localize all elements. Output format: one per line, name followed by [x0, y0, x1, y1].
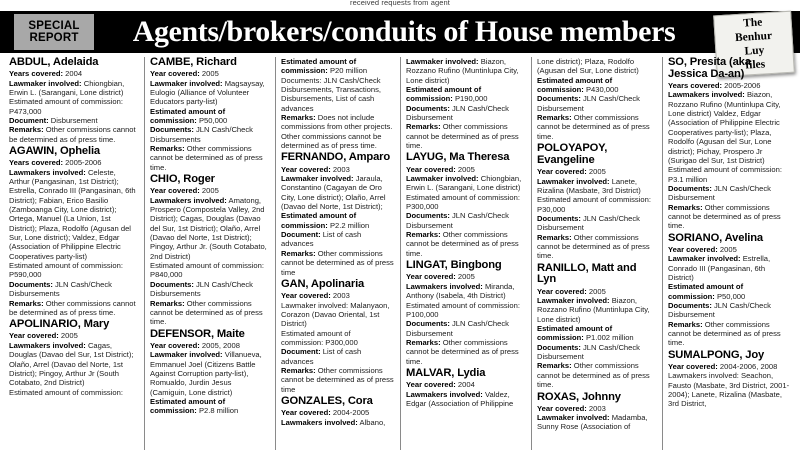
- agent-entry: [150, 174, 269, 326]
- field-label: Remarks:: [281, 365, 316, 375]
- agent-entry: [406, 260, 525, 366]
- entry-field: [150, 79, 269, 107]
- agent-name: ROXAS, Johnny: [537, 390, 621, 403]
- entry-field: [537, 113, 656, 141]
- entry-field: [406, 122, 525, 150]
- field-label: Remarks:: [668, 319, 703, 329]
- special-report-line2: REPORT: [29, 32, 79, 44]
- field-value: Jaraula, Constantino (Cagayan de Oro City, Lone district); Olaño, Arrel (Davao del Norte, 1st District);: [281, 174, 386, 212]
- entry-field: [9, 331, 138, 340]
- field-value: Estimated amount of commission: P30,000: [537, 195, 651, 214]
- field-value: P2.8 million: [196, 406, 239, 416]
- field-label: Lawmaker involved:: [406, 57, 479, 66]
- entry-field: [281, 329, 394, 348]
- entry-field: [150, 299, 269, 327]
- entry-field: [281, 211, 394, 230]
- entry-field: [150, 186, 269, 195]
- field-label: Remarks:: [668, 202, 703, 212]
- entry-field: [668, 245, 791, 254]
- field-value: 2005: [586, 286, 606, 296]
- field-label: Documents:: [9, 279, 53, 289]
- field-value: P50,000: [714, 291, 746, 301]
- entry-field: [150, 280, 269, 299]
- agent-entry: [9, 57, 138, 144]
- field-label: Year covered:: [406, 272, 456, 282]
- entry-field: [150, 125, 269, 144]
- logo-line-the: The: [742, 16, 763, 30]
- special-report-badge: [14, 14, 94, 50]
- field-value: Other commissions cannot be determined as of press time.: [9, 125, 136, 144]
- article-columns: [4, 57, 797, 450]
- agent-entry: [281, 396, 394, 427]
- agent-name: GAN, Apolinaria: [281, 277, 365, 290]
- field-value: 2005: [717, 244, 737, 254]
- entry-field: [9, 69, 138, 78]
- entry-field: [281, 418, 394, 427]
- entry-field: [406, 380, 525, 389]
- field-label: Remarks:: [406, 230, 441, 240]
- entry-field: [406, 390, 525, 409]
- field-value: Estimated amount of commission: P473,000: [9, 97, 123, 116]
- field-label: Lawmakers involved:: [406, 389, 483, 399]
- agent-name: SUMALPONG, Joy: [668, 348, 765, 361]
- entry-field: [281, 301, 394, 329]
- field-label: Remarks:: [537, 232, 572, 242]
- entry-field: [537, 76, 656, 95]
- agent-name: SO, Presita (aka Jessica Da-an): [668, 57, 751, 80]
- field-label: Year covered:: [668, 361, 718, 371]
- entry-field: [537, 167, 656, 176]
- field-value: Lawmaker involved: Malanyaon, Corazon (Davao Oriental, 1st District): [281, 300, 390, 329]
- field-value: 2004: [455, 380, 475, 390]
- field-value: 2005: [58, 331, 78, 341]
- logo-line-benhur: Benhur: [734, 29, 773, 45]
- entry-field: [537, 296, 656, 324]
- field-value: Biazon, Rozzano Rufino (Muntinlupa City, Lone district) Valdez, Edgar (Association of Philippine Electric Cooperatives party-list); Plaza, Rodolfo (Agusan del Sur, Lone district); Pichay, Prospero Jr (Surigao del Sur, 1st District): [668, 90, 781, 165]
- entry-field: [537, 94, 656, 113]
- entry-field: [281, 347, 394, 366]
- entry-field: [150, 341, 269, 350]
- field-value: P190,000: [452, 94, 488, 104]
- field-value: Estimated amount of commission: P300,000: [406, 192, 520, 212]
- agent-entry: [281, 152, 394, 276]
- field-value: Chiongbian, Erwin L. (Sarangani, Lone district): [9, 78, 125, 97]
- field-value: 2005: [199, 186, 219, 196]
- field-label: Remarks:: [150, 298, 185, 308]
- entry-field: [668, 362, 791, 371]
- agent-entry: [150, 329, 269, 416]
- field-value: Disbursement: [48, 116, 98, 126]
- field-label: Lawmakers involved:: [668, 90, 745, 100]
- field-label: Year covered:: [9, 331, 59, 341]
- field-label: Estimated amount of commission:: [406, 85, 482, 104]
- entry-field: [668, 90, 791, 165]
- field-value: Madamba, Sunny Rose (Association of: [537, 413, 648, 432]
- field-value: JLN Cash/Check Disbursement: [537, 213, 640, 233]
- field-value: 2005: [199, 69, 219, 79]
- agent-name: MALVAR, Lydia: [406, 366, 486, 379]
- field-value: P1.002 million: [583, 333, 634, 343]
- entry-field: [150, 196, 269, 261]
- field-label: Remarks:: [9, 298, 44, 308]
- entry-field: [9, 280, 138, 299]
- entry-field: [281, 230, 394, 249]
- entry-field: [668, 371, 791, 408]
- article-column-2: [144, 57, 275, 450]
- entry-field: [150, 350, 269, 397]
- field-label: Lawmakers involved:: [9, 340, 86, 350]
- field-value: Celeste, Arthur (Pangasinan, 1st District); Estrella, Conrado III (Pangasinan, 6th District); Fabian, Erico Basilio (Zamboanga City, Lone district); Ortega, Manuel (La Union, 1st District); Plaza, Rodolfo (Agusan del Sur, Lone district); Valdez, Edgar (Association of Philippine Electric Cooperatives party-list): [9, 167, 136, 261]
- field-label: Lawmakers involved:: [281, 417, 358, 427]
- field-label: Lawmakers involved:: [150, 195, 227, 205]
- agent-entry: [537, 392, 656, 432]
- entry-field: [406, 319, 525, 338]
- entry-field: [406, 272, 525, 281]
- field-value: P20 million: [327, 66, 368, 76]
- field-value: Magsaysay, Eulogio (Alliance of Volunteer Educators party-list): [150, 78, 265, 107]
- entry-field: [406, 338, 525, 366]
- field-label: Remarks:: [406, 122, 441, 132]
- field-value: Other commissions cannot be determined as of press time.: [537, 113, 650, 141]
- field-value: List of cash advances: [281, 347, 362, 366]
- agent-entry: [9, 319, 138, 397]
- field-label: Year covered:: [150, 186, 200, 196]
- entry-field: [150, 144, 269, 172]
- entry-field: [281, 366, 394, 394]
- field-label: Years covered:: [9, 158, 64, 168]
- entry-field: [537, 404, 656, 413]
- field-label: Lawmaker involved:: [281, 174, 354, 184]
- agent-name: FERNANDO, Amparo: [281, 151, 391, 164]
- entry-field: [9, 158, 138, 167]
- field-value: Biazon, Rozzano Rufino (Muntinlupa City, Lone district): [406, 57, 519, 85]
- entry-field: [537, 233, 656, 261]
- logo-line-luy: Luy: [744, 44, 765, 58]
- field-label: Year covered:: [668, 244, 718, 254]
- agent-entry: [9, 146, 138, 317]
- field-value: Other commissions cannot be determined as of press time: [281, 365, 394, 394]
- entry-field: [150, 261, 269, 280]
- field-label: Documents:: [537, 94, 581, 104]
- field-label: Lawmakers involved:: [406, 281, 483, 291]
- field-label: Lawmaker involved:: [150, 78, 223, 88]
- field-value: 2004-2006, 2008: [717, 361, 778, 371]
- field-value: JLN Cash/Check Disbursement: [406, 103, 509, 123]
- agent-entry: [281, 279, 394, 394]
- entry-field: [150, 397, 269, 416]
- field-value: Estimated amount of commission: P3.1 million: [668, 165, 782, 184]
- field-label: Year covered:: [537, 167, 587, 177]
- entry-field: [281, 408, 394, 417]
- entry-field: [9, 97, 138, 116]
- field-value: Lone district); Plaza, Rodolfo (Agusan del Sur, Lone district): [537, 57, 639, 76]
- field-value: Estimated amount of commission: P590,000: [9, 261, 123, 280]
- cutoff-continuation-text: received requests from agent: [350, 0, 450, 7]
- agent-entry: [668, 57, 791, 231]
- logo-line-files: files: [745, 58, 766, 72]
- entry-field: [281, 113, 394, 150]
- field-label: Estimated amount of commission:: [281, 57, 357, 76]
- entry-field: [537, 57, 656, 76]
- field-label: Year covered:: [150, 69, 200, 79]
- entry-field: [281, 57, 394, 76]
- entry-field: [537, 343, 656, 362]
- article-column-5: [531, 57, 662, 450]
- field-label: Lawmaker involved:: [668, 254, 741, 264]
- entry-field: [9, 261, 138, 280]
- entry-field: [537, 413, 656, 432]
- article-column-3: [275, 57, 400, 450]
- special-report-line1: SPECIAL: [28, 19, 80, 32]
- field-label: Documents:: [668, 300, 712, 310]
- field-label: Remarks:: [150, 144, 185, 154]
- entry-field: [668, 203, 791, 231]
- field-value: 2005: [455, 272, 475, 282]
- page-title: Agents/brokers/conduits of House members: [132, 15, 676, 48]
- field-value: JLN Cash/Check Disbursement: [406, 211, 509, 230]
- field-label: Documents:: [150, 279, 194, 289]
- field-label: Documents:: [406, 211, 450, 221]
- field-label: Estimated amount of commission:: [537, 324, 613, 343]
- entry-field: [281, 165, 394, 174]
- agent-entry: [537, 263, 656, 390]
- field-value: Villanueva, Emmanuel Joel (Citizens Battle Against Corruption party-list), Romualdo, Jurdin Jesus (Camiguin, Lone district): [150, 350, 262, 397]
- entry-field: [668, 184, 791, 203]
- entry-field: [406, 57, 525, 85]
- article-column-6: [662, 57, 797, 450]
- entry-field: [9, 168, 138, 261]
- entry-field: [9, 125, 138, 144]
- field-value: P430,000: [583, 85, 619, 95]
- entry-field: [150, 107, 269, 126]
- field-label: Remarks:: [281, 113, 316, 123]
- field-value: Other commissions cannot be determined as of press time.: [406, 122, 519, 151]
- agent-entry: [406, 368, 525, 408]
- field-value: 2003: [330, 291, 350, 301]
- field-value: Other commissions cannot be determined as of press time.: [9, 298, 136, 317]
- entry-field: [406, 301, 525, 320]
- field-value: List of cash advances: [281, 230, 362, 249]
- agent-name: CHIO, Roger: [150, 173, 215, 186]
- field-value: 2004-2005: [330, 408, 370, 418]
- entry-field: [406, 211, 525, 230]
- field-label: Estimated amount of commission:: [150, 106, 226, 126]
- field-value: Cagas, Douglas (Davao del Sur, 1st District); Olaño, Arrel (Davao del Norte, 1st District); Pingoy, Arthur Jr (South Cotabato, 2nd District): [9, 340, 134, 388]
- agent-name: ABDUL, Adelaida: [9, 57, 99, 68]
- field-label: Year covered:: [406, 380, 456, 390]
- entry-field: [9, 341, 138, 388]
- entry-field: [9, 116, 138, 125]
- field-value: Estimated amount of commission: P300,000: [281, 328, 358, 347]
- field-label: Remarks:: [281, 248, 316, 258]
- entry-field: [281, 76, 394, 113]
- entry-field: [406, 193, 525, 212]
- entry-field: [537, 324, 656, 343]
- entry-field: [668, 320, 791, 348]
- field-value: Estimated amount of commission: P100,000: [406, 300, 520, 319]
- field-value: 2003: [330, 164, 350, 174]
- field-value: Albano,: [357, 417, 386, 427]
- agent-name: GONZALES, Cora: [281, 394, 373, 407]
- field-label: Year covered:: [281, 291, 331, 301]
- field-label: Lawmaker involved:: [537, 296, 610, 306]
- field-label: Document:: [9, 116, 49, 126]
- field-label: Years covered:: [9, 69, 64, 79]
- field-label: Documents:: [406, 319, 450, 329]
- entry-field: [150, 69, 269, 78]
- agent-name: CAMBE, Richard: [150, 57, 237, 68]
- field-value: Lawmakers involved: Seachon, Fausto (Masbate, 3rd District, 2001-2004); Lanete, Rizalina (Masbate, 3rd District,: [668, 371, 790, 409]
- field-label: Documents:: [406, 103, 450, 113]
- field-label: Lawmaker involved:: [537, 413, 610, 423]
- article-column-4: [400, 57, 531, 450]
- field-value: Other commissions cannot be determined as of press time.: [150, 298, 263, 327]
- agent-name: AGAWIN, Ophelia: [9, 145, 100, 158]
- field-label: Lawmaker involved:: [150, 350, 223, 360]
- entry-field: [537, 287, 656, 296]
- field-value: Other commissions cannot be determined as of press time.: [406, 230, 519, 258]
- field-value: JLN Cash/Check Disbursements: [9, 279, 112, 299]
- field-label: Year covered:: [281, 408, 331, 418]
- field-value: Documents: JLN Cash/Check Disbursements, Transactions, Disbursements, List of cash advances: [281, 75, 382, 113]
- agent-name: SORIANO, Avelina: [668, 231, 763, 244]
- agent-entry: [537, 143, 656, 261]
- entry-field: [9, 388, 138, 397]
- field-value: Amatong, Prospero (Compostela Valley, 2nd District); Cagas, Douglas (Davao del Sur, 1st District); Olaño, Arrel (Davao del Norte, 1st District); Pingoy, Arthur Jr. (South Cotabato, 2nd District): [150, 195, 267, 261]
- field-value: 2003: [586, 403, 606, 413]
- field-label: Year covered:: [537, 403, 587, 413]
- entry-field: [9, 299, 138, 318]
- field-value: P50,000: [196, 116, 228, 126]
- entry-field: [668, 301, 791, 320]
- agent-name: POLOYAPOY, Evangeline: [537, 142, 608, 166]
- field-label: Remarks:: [9, 125, 44, 135]
- field-value: Other commissions cannot be determined as of press time.: [668, 319, 781, 348]
- field-value: Estimated amount of commission: P840,000: [150, 261, 264, 280]
- field-value: Lanete, Rizalina (Masbate, 3rd District): [537, 176, 641, 195]
- field-value: Chiongbian, Erwin L. (Sarangani, Lone district): [406, 174, 522, 193]
- field-value: Other commissions cannot be determined as of press time.: [150, 144, 263, 172]
- field-value: Estrella, Conrado III (Pangasinan, 6th District): [668, 254, 771, 282]
- entry-field: [406, 174, 525, 193]
- field-label: Estimated amount of commission:: [537, 75, 613, 95]
- field-value: JLN Cash/Check Disbursements: [150, 125, 253, 144]
- field-value: 2005, 2008: [199, 340, 240, 350]
- field-value: Estimated amount of commission:: [9, 387, 123, 397]
- field-label: Remarks:: [406, 337, 441, 347]
- field-value: Other commissions cannot be determined as of press time.: [406, 337, 519, 366]
- field-value: 2004: [63, 69, 83, 79]
- entry-field: [537, 214, 656, 233]
- field-label: Documents:: [150, 125, 194, 135]
- field-label: Document:: [281, 347, 321, 357]
- field-label: Estimated amount of commission:: [281, 211, 357, 230]
- field-value: JLN Cash/Check Disbursement: [668, 300, 771, 320]
- article-column-1: [4, 57, 144, 450]
- field-value: JLN Cash/Check Disbursements: [150, 279, 253, 299]
- field-label: Lawmaker involved:: [9, 78, 82, 88]
- entry-field: [406, 165, 525, 174]
- agent-entry: [406, 57, 525, 150]
- field-label: Estimated amount of commission:: [668, 282, 744, 301]
- field-value: 2005-2006: [63, 158, 102, 168]
- agent-name: APOLINARIO, Mary: [9, 318, 110, 331]
- entry-field: [281, 249, 394, 277]
- entry-field: [668, 165, 791, 184]
- field-value: Miranda, Anthony (Isabela, 4th District): [406, 281, 515, 301]
- field-label: Year covered:: [537, 286, 587, 296]
- field-value: 2005: [455, 164, 475, 174]
- field-label: Year covered:: [281, 164, 331, 174]
- agent-entry: [537, 57, 656, 141]
- field-label: Remarks:: [537, 113, 572, 123]
- field-value: Biazon, Rozzano Rufino (Muntinlupa City, Lone district): [537, 296, 650, 324]
- entry-field: [281, 291, 394, 300]
- entry-field: [668, 81, 791, 90]
- field-value: P2.2 million: [327, 220, 370, 230]
- field-value: JLN Cash/Check Disbursement: [406, 319, 509, 338]
- field-label: Lawmaker involved:: [537, 176, 610, 186]
- field-value: Other commissions cannot be determined as of press time.: [537, 232, 650, 261]
- agent-entry: [281, 57, 394, 150]
- field-label: Document:: [281, 230, 321, 240]
- agent-name: LINGAT, Bingbong: [406, 259, 502, 272]
- entry-field: [668, 254, 791, 282]
- entry-field: [406, 230, 525, 258]
- agent-name: LAYUG, Ma Theresa: [406, 151, 510, 164]
- field-label: Documents:: [537, 342, 581, 352]
- agent-entry: [668, 350, 791, 409]
- field-value: Does not include commissions from other projects. Other commissions cannot be determined as of press time.: [281, 113, 393, 151]
- field-value: Valdez, Edgar (Association of Philippine: [406, 389, 514, 408]
- entry-field: [406, 104, 525, 123]
- agent-name: DEFENSOR, Maite: [150, 327, 245, 340]
- field-value: JLN Cash/Check Disbursement: [537, 94, 640, 113]
- entry-field: [537, 361, 656, 389]
- agent-entry: [406, 152, 525, 258]
- agent-entry: [150, 57, 269, 172]
- field-value: JLN Cash/Check Disbursement: [668, 183, 771, 203]
- field-label: Lawmaker involved:: [406, 174, 479, 184]
- entry-field: [9, 79, 138, 98]
- field-label: Remarks:: [537, 361, 572, 371]
- entry-field: [406, 282, 525, 301]
- field-value: Other commissions cannot be determined as of press time.: [537, 361, 650, 390]
- entry-field: [537, 195, 656, 214]
- field-label: Documents:: [537, 213, 581, 223]
- field-value: JLN Cash/Check Disbursement: [537, 342, 640, 362]
- field-label: Documents:: [668, 183, 712, 193]
- agent-entry: [668, 233, 791, 348]
- entry-field: [537, 177, 656, 196]
- field-label: Lawmakers involved:: [9, 167, 86, 177]
- entry-field: [406, 85, 525, 104]
- field-label: Estimated amount of commission:: [150, 396, 226, 416]
- entry-field: [668, 282, 791, 301]
- field-value: 2005-2006: [722, 81, 761, 91]
- field-value: Other commissions cannot be determined as of press time: [281, 248, 394, 277]
- entry-field: [281, 174, 394, 211]
- agent-name: RANILLO, Matt and Lyn: [537, 261, 637, 286]
- field-value: Other commissions cannot be determined as of press time.: [668, 202, 781, 231]
- field-label: Year covered:: [150, 340, 200, 350]
- field-value: 2005: [586, 167, 606, 177]
- field-label: Years covered:: [668, 81, 723, 91]
- field-label: Year covered:: [406, 164, 456, 174]
